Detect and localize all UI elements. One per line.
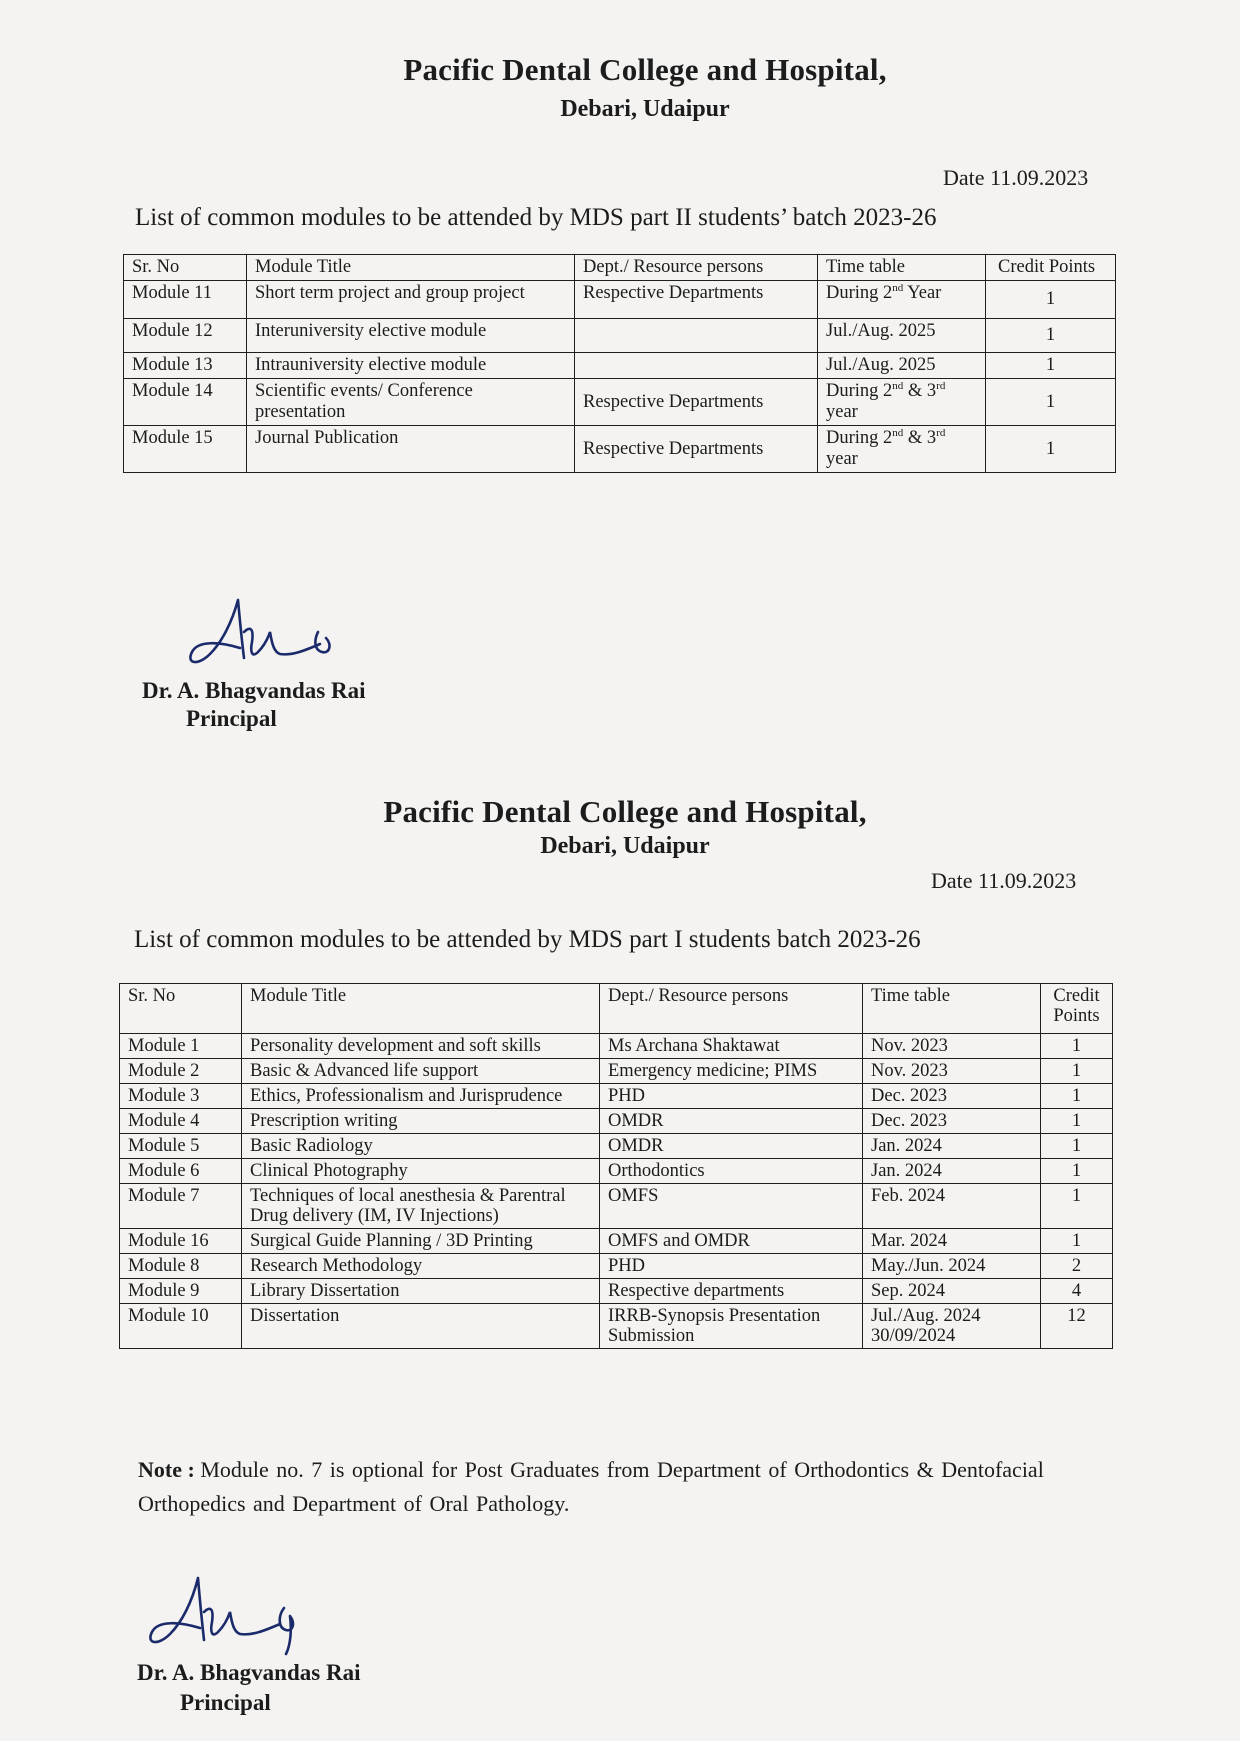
cell-sr: Module 9: [120, 1279, 242, 1304]
cell-title: Surgical Guide Planning / 3D Printing: [242, 1229, 600, 1254]
header-module-title: Module Title: [242, 984, 600, 1034]
cell-credit: 1: [1041, 1184, 1113, 1229]
college-city-1: Debari, Udaipur: [560, 96, 730, 122]
signature-1: [180, 592, 360, 682]
cell-sr: Module 12: [124, 319, 247, 353]
cell-time: Jul./Aug. 2025: [818, 319, 986, 353]
cell-sr: Module 6: [120, 1159, 242, 1184]
cell-dept: [575, 353, 818, 379]
cell-dept: OMFS: [600, 1184, 863, 1229]
cell-credit: 1: [986, 353, 1116, 379]
cell-sr: Module 7: [120, 1184, 242, 1229]
cell-credit: 1: [986, 379, 1116, 426]
cell-sr: Module 3: [120, 1084, 242, 1109]
modules-table-part-2: [123, 254, 1116, 473]
cell-time: Nov. 2023: [863, 1059, 1041, 1084]
list-title-1: List of common modules to be attended by MDS part II students’ batch 2023-26: [135, 204, 937, 231]
header-time-table: Time table: [863, 984, 1041, 1034]
signatory-name-2: Dr. A. Bhagvandas Rai: [137, 1660, 361, 1685]
cell-time: Jul./Aug. 2024 30/09/2024: [863, 1304, 1041, 1349]
cell-credit: 1: [1041, 1034, 1113, 1059]
cell-time: Nov. 2023: [863, 1034, 1041, 1059]
cell-title: Clinical Photography: [242, 1159, 600, 1184]
cell-dept: Emergency medicine; PIMS: [600, 1059, 863, 1084]
cell-time: During 2nd & 3rd year: [818, 426, 986, 473]
cell-time: During 2nd & 3rd year: [818, 379, 986, 426]
cell-title: Personality development and soft skills: [242, 1034, 600, 1059]
cell-credit: 2: [1041, 1254, 1113, 1279]
list-title-2: List of common modules to be attended by MDS part I students batch 2023-26: [134, 926, 921, 953]
cell-time: May./Jun. 2024: [863, 1254, 1041, 1279]
document-date-1: Date 11.09.2023: [943, 165, 1089, 190]
cell-credit: 1: [1041, 1109, 1113, 1134]
cell-dept: OMFS and OMDR: [600, 1229, 863, 1254]
cell-dept: Respective Departments: [575, 281, 818, 319]
cell-time: Jan. 2024: [863, 1159, 1041, 1184]
cell-time: Dec. 2023: [863, 1084, 1041, 1109]
cell-title: Interuniversity elective module: [247, 319, 575, 353]
header-sr-no: Sr. No: [124, 255, 247, 281]
table-row: [124, 353, 1116, 379]
cell-title: Research Methodology: [242, 1254, 600, 1279]
cell-sr: Module 5: [120, 1134, 242, 1159]
table-row: [120, 1184, 1113, 1229]
cell-credit: 1: [1041, 1134, 1113, 1159]
table-row: [120, 1084, 1113, 1109]
header-sr-no: Sr. No: [120, 984, 242, 1034]
cell-title: Journal Publication: [247, 426, 575, 473]
cell-sr: Module 14: [124, 379, 247, 426]
cell-credit: 1: [1041, 1229, 1113, 1254]
cell-time: Sep. 2024: [863, 1279, 1041, 1304]
cell-dept: Respective Departments: [575, 379, 818, 426]
table-row: [124, 379, 1116, 426]
note: [138, 1453, 1098, 1521]
cell-title: Prescription writing: [242, 1109, 600, 1134]
cell-credit: 4: [1041, 1279, 1113, 1304]
cell-credit: 1: [1041, 1084, 1113, 1109]
cell-time: Jul./Aug. 2025: [818, 353, 986, 379]
table-row: [120, 1059, 1113, 1084]
signatory-name-1: Dr. A. Bhagvandas Rai: [142, 678, 366, 703]
table-row: [124, 281, 1116, 319]
table-row: [120, 1279, 1113, 1304]
college-name-1: Pacific Dental College and Hospital,: [403, 52, 887, 87]
college-city-2: Debari, Udaipur: [540, 833, 710, 859]
cell-title: Ethics, Professionalism and Jurisprudence: [242, 1084, 600, 1109]
cell-credit: 1: [1041, 1059, 1113, 1084]
cell-credit: 1: [986, 281, 1116, 319]
note-text: Module no. 7 is optional for Post Graduates from Department of Orthodontics & Dentofacial Orthopedics and Department of Oral Pathology.: [138, 1457, 1044, 1516]
cell-title: Intrauniversity elective module: [247, 353, 575, 379]
cell-sr: Module 4: [120, 1109, 242, 1134]
cell-dept: Respective departments: [600, 1279, 863, 1304]
signatory-role-2: Principal: [180, 1690, 271, 1715]
cell-title: Scientific events/ Conference presentation: [247, 379, 575, 426]
cell-dept: OMDR: [600, 1134, 863, 1159]
signatory-role-1: Principal: [186, 706, 277, 731]
cell-sr: Module 15: [124, 426, 247, 473]
table-row: [120, 1034, 1113, 1059]
table-row: [120, 1254, 1113, 1279]
cell-dept: PHD: [600, 1084, 863, 1109]
cell-title: Basic & Advanced life support: [242, 1059, 600, 1084]
cell-sr: Module 8: [120, 1254, 242, 1279]
cell-sr: Module 16: [120, 1229, 242, 1254]
signature-2: [140, 1572, 320, 1662]
table-row: [120, 1109, 1113, 1134]
cell-time: Dec. 2023: [863, 1109, 1041, 1134]
header-credit-points: Credit Points: [986, 255, 1116, 281]
cell-dept: OMDR: [600, 1109, 863, 1134]
cell-title: Basic Radiology: [242, 1134, 600, 1159]
header-credit-points: Credit Points: [1041, 984, 1113, 1034]
cell-credit: 12: [1041, 1304, 1113, 1349]
table-row: [124, 426, 1116, 473]
cell-dept: Orthodontics: [600, 1159, 863, 1184]
college-name-2: Pacific Dental College and Hospital,: [383, 794, 867, 829]
cell-sr: Module 13: [124, 353, 247, 379]
table-row: [124, 319, 1116, 353]
header-time-table: Time table: [818, 255, 986, 281]
table-row: [120, 1304, 1113, 1349]
cell-time: Mar. 2024: [863, 1229, 1041, 1254]
header-module-title: Module Title: [247, 255, 575, 281]
cell-dept: [575, 319, 818, 353]
table-header-row: [120, 984, 1113, 1034]
cell-title: Techniques of local anesthesia & Parentral Drug delivery (IM, IV Injections): [242, 1184, 600, 1229]
cell-title: Library Dissertation: [242, 1279, 600, 1304]
modules-table-part-1: [119, 983, 1113, 1349]
cell-sr: Module 10: [120, 1304, 242, 1349]
cell-credit: 1: [1041, 1159, 1113, 1184]
cell-dept: Ms Archana Shaktawat: [600, 1034, 863, 1059]
cell-time: During 2nd Year: [818, 281, 986, 319]
cell-credit: 1: [986, 426, 1116, 473]
table-row: [120, 1229, 1113, 1254]
note-label: Note :: [138, 1457, 195, 1482]
cell-sr: Module 11: [124, 281, 247, 319]
cell-time: Feb. 2024: [863, 1184, 1041, 1229]
table-row: [120, 1159, 1113, 1184]
cell-sr: Module 1: [120, 1034, 242, 1059]
header-dept: Dept./ Resource persons: [575, 255, 818, 281]
header-dept: Dept./ Resource persons: [600, 984, 863, 1034]
cell-dept: IRRB-Synopsis Presentation Submission: [600, 1304, 863, 1349]
cell-credit: 1: [986, 319, 1116, 353]
cell-dept: PHD: [600, 1254, 863, 1279]
cell-dept: Respective Departments: [575, 426, 818, 473]
cell-sr: Module 2: [120, 1059, 242, 1084]
table-header-row: [124, 255, 1116, 281]
document-date-2: Date 11.09.2023: [931, 868, 1077, 893]
cell-title: Short term project and group project: [247, 281, 575, 319]
table-row: [120, 1134, 1113, 1159]
cell-title: Dissertation: [242, 1304, 600, 1349]
cell-time: Jan. 2024: [863, 1134, 1041, 1159]
